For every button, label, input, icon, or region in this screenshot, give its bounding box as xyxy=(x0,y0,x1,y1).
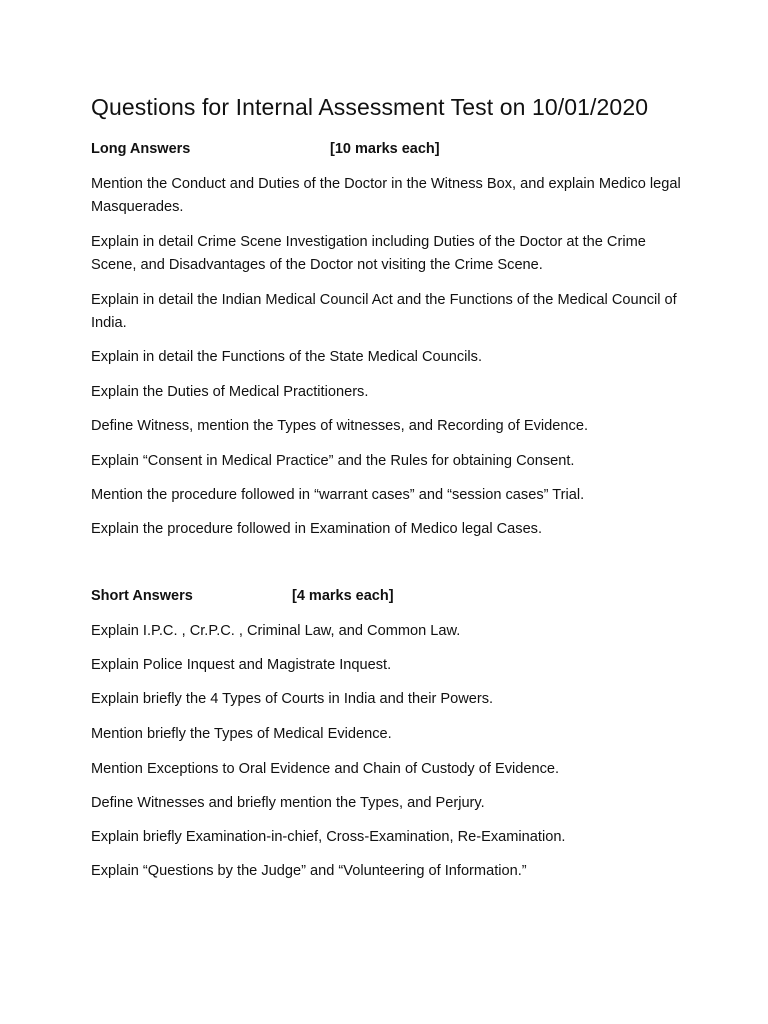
long-answers-label: Long Answers xyxy=(91,141,191,157)
long-question-2: Explain in detail Crime Scene Investigation including Duties of the Doctor at the Crime Scene, and Disadvantages of the Doctor not visiting the Crime Scene. xyxy=(91,234,646,273)
long-question-1: Mention the Conduct and Duties of the Doctor in the Witness Box, and explain Medico legal Masquerades. xyxy=(91,176,681,215)
long-answers-heading xyxy=(91,141,440,157)
short-question-1: Explain I.P.C. , Cr.P.C. , Criminal Law, and Common Law. xyxy=(91,623,461,639)
short-answers-marks: [4 marks each] xyxy=(292,588,394,604)
short-question-8: Explain “Questions by the Judge” and “Volunteering of Information.” xyxy=(91,863,527,879)
short-answers-heading xyxy=(91,588,394,604)
long-question-4: Explain in detail the Functions of the State Medical Councils. xyxy=(91,349,483,365)
document-title: Questions for Internal Assessment Test on 10/01/2020 xyxy=(91,94,649,120)
long-question-8: Mention the procedure followed in “warrant cases” and “session cases” Trial. xyxy=(91,487,585,503)
short-question-6: Define Witnesses and briefly mention the Types, and Perjury. xyxy=(91,795,485,811)
short-question-3: Explain briefly the 4 Types of Courts in India and their Powers. xyxy=(91,691,494,707)
short-answers-label: Short Answers xyxy=(91,588,193,604)
short-question-4: Mention briefly the Types of Medical Evidence. xyxy=(91,726,392,742)
short-question-2: Explain Police Inquest and Magistrate Inquest. xyxy=(91,657,392,673)
long-answers-marks: [10 marks each] xyxy=(330,141,440,157)
long-question-5: Explain the Duties of Medical Practitioners. xyxy=(91,384,369,400)
short-question-5: Mention Exceptions to Oral Evidence and Chain of Custody of Evidence. xyxy=(91,761,560,777)
long-question-3: Explain in detail the Indian Medical Council Act and the Functions of the Medical Council of India. xyxy=(91,292,677,331)
long-question-9: Explain the procedure followed in Examination of Medico legal Cases. xyxy=(91,521,543,537)
short-question-7: Explain briefly Examination-in-chief, Cross-Examination, Re-Examination. xyxy=(91,829,566,845)
long-question-7: Explain “Consent in Medical Practice” and the Rules for obtaining Consent. xyxy=(91,453,575,469)
long-question-6: Define Witness, mention the Types of witnesses, and Recording of Evidence. xyxy=(91,418,588,434)
